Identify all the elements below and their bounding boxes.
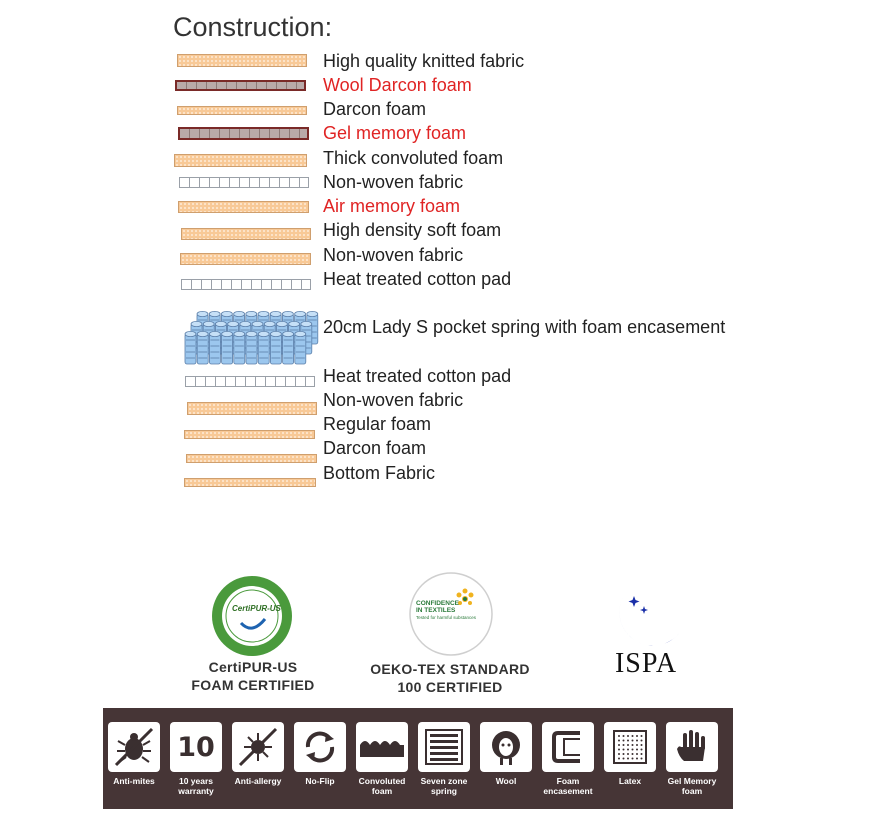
latex-dot [641, 758, 643, 760]
spring-top [289, 321, 300, 326]
spring-coil [258, 334, 269, 364]
layer-label: Bottom Fabric [323, 463, 436, 483]
spring-top [222, 331, 233, 336]
warranty-number: 10 [177, 731, 215, 763]
spring-coil [246, 334, 257, 364]
feature-label: Anti-mites [113, 776, 155, 786]
oeko-logo-line1: CONFIDENCE [416, 600, 459, 607]
feature-latex [603, 722, 657, 786]
layer-label: Gel memory foam [323, 123, 467, 143]
certipur-caption-line2: FOAM CERTIFIED [191, 677, 315, 693]
latex-dot [636, 749, 638, 751]
spring-top [197, 311, 208, 316]
latex-dot [641, 735, 643, 737]
spring-top [258, 311, 269, 316]
feature-label: Gel Memory foam [667, 776, 717, 796]
spring-label: 20cm Lady S pocket spring with foam encasement [323, 317, 726, 337]
layer-swatch [185, 376, 315, 387]
latex-dot [618, 749, 620, 751]
latex-dot [632, 753, 634, 755]
spring-top [209, 331, 220, 336]
layer-swatch [184, 478, 316, 487]
ten-years-icon [170, 722, 222, 772]
latex-dot [618, 744, 620, 746]
oeko-tex-caption-line2: 100 CERTIFIED [397, 679, 503, 695]
spring-coil [209, 334, 220, 364]
spring-top [282, 311, 293, 316]
spring-coil [185, 334, 196, 364]
spring-top [258, 331, 269, 336]
layer-swatch [180, 253, 311, 265]
feature-convoluted-foam [355, 722, 409, 796]
feature-label: Foam encasement [543, 776, 593, 796]
spring-top [246, 331, 257, 336]
latex-dot [641, 753, 643, 755]
certipur-caption-line1: CertiPUR-US [208, 659, 298, 675]
latex-dot [632, 758, 634, 760]
spring-coil [222, 334, 233, 364]
layer-label: Darcon foam [323, 438, 427, 458]
feature-gel-memory-foam [665, 722, 719, 796]
layer-label: High density soft foam [323, 220, 502, 240]
layer-swatch [178, 127, 309, 140]
layer-label: High quality knitted fabric [323, 51, 525, 71]
spring-top [276, 321, 287, 326]
latex-dot [618, 740, 620, 742]
layer-swatch [181, 279, 311, 290]
layer-label: Thick convoluted foam [323, 148, 504, 168]
layer-label: Wool Darcon foam [323, 75, 472, 95]
spring-top [203, 321, 214, 326]
oeko-logo-line2: IN TEXTILES [416, 607, 456, 614]
layer-swatch [177, 106, 307, 115]
ispa-certification [600, 582, 692, 682]
spring-top [252, 321, 263, 326]
latex-dot [627, 744, 629, 746]
convoluted-foam-icon [356, 722, 408, 772]
latex-dot [623, 758, 625, 760]
latex-dot [636, 744, 638, 746]
latex-dot [641, 749, 643, 751]
spring-coil [270, 334, 281, 364]
latex-dot [641, 740, 643, 742]
layer-swatch [184, 430, 315, 439]
spring-top [221, 311, 232, 316]
oeko-logo-line3: Tested for harmful substances [416, 615, 477, 620]
latex-dot [623, 735, 625, 737]
spring-coil [234, 334, 245, 364]
feature-label: Latex [618, 776, 642, 786]
spring-top [185, 331, 196, 336]
certipur-logo-text: CertiPUR-US [232, 604, 281, 613]
latex-dot [618, 758, 620, 760]
latex-dot [623, 749, 625, 751]
feature-warranty [169, 722, 223, 796]
latex-dot [627, 735, 629, 737]
spring-coil [295, 334, 306, 364]
feature-anti-mites [107, 722, 161, 786]
certipur-logo [211, 575, 293, 657]
gel-memory-hand-icon [666, 722, 718, 772]
oeko-tex-logo-text [416, 600, 486, 621]
feature-anti-allergy [231, 722, 285, 786]
spring-top [295, 331, 306, 336]
layer-swatch [174, 154, 307, 167]
latex-dot [641, 744, 643, 746]
spring-coil [283, 334, 294, 364]
spring-top [191, 321, 202, 326]
spring-top [295, 311, 306, 316]
spring-top [283, 331, 294, 336]
latex-dot [618, 735, 620, 737]
spring-top [301, 321, 312, 326]
feature-seven-zone-spring [417, 722, 471, 796]
spring-top [215, 321, 226, 326]
latex-dot [627, 740, 629, 742]
latex-dot [627, 758, 629, 760]
sheep-icon [480, 722, 532, 772]
layer-swatch [187, 402, 317, 415]
latex-dot [636, 740, 638, 742]
allergy-icon [232, 722, 284, 772]
layer-swatch [181, 228, 311, 240]
bug-icon [108, 722, 160, 772]
pocket-spring-illustration [183, 306, 319, 368]
latex-dot [623, 753, 625, 755]
latex-dot [627, 753, 629, 755]
feature-label: 10 years warranty [178, 776, 214, 796]
latex-dot [632, 735, 634, 737]
feature-label: Convoluted foam [358, 776, 406, 796]
certipur-certification [178, 575, 328, 695]
layer-label: Non-woven fabric [323, 390, 464, 410]
feature-label: Wool [495, 776, 517, 786]
spring-top [240, 321, 251, 326]
oeko-tex-caption-line1: OEKO-TEX STANDARD [370, 661, 530, 677]
latex-dot [632, 744, 634, 746]
no-flip-icon [294, 722, 346, 772]
layer-swatch [177, 54, 307, 67]
layer-label: Non-woven fabric [323, 245, 464, 265]
spring-top [228, 321, 239, 326]
feature-label: Anti-allergy [234, 776, 282, 786]
feature-label: Seven zone spring [420, 776, 468, 796]
feature-wool [479, 722, 533, 786]
latex-dot [636, 758, 638, 760]
latex-icon [604, 722, 656, 772]
latex-dot [632, 740, 634, 742]
construction-title: Construction: [173, 12, 333, 42]
feature-label: No-Flip [305, 776, 335, 786]
spring-coil [197, 334, 208, 364]
layer-label: Heat treated cotton pad [323, 269, 512, 289]
spring-top [270, 311, 281, 316]
latex-dot [636, 753, 638, 755]
spring-top [264, 321, 275, 326]
layer-label: Regular foam [323, 414, 432, 434]
spring-top [270, 331, 281, 336]
layer-label: Air memory foam [323, 196, 461, 216]
layer-label: Non-woven fabric [323, 172, 464, 192]
spring-top [234, 311, 245, 316]
layer-label: Heat treated cotton pad [323, 366, 512, 386]
spring-top [307, 311, 318, 316]
layer-label: Darcon foam [323, 99, 427, 119]
layer-swatch [179, 177, 309, 188]
spring-top [209, 311, 220, 316]
feature-strip [103, 708, 733, 809]
spring-top [234, 331, 245, 336]
layer-swatch [175, 80, 306, 91]
seven-zone-spring-icon [418, 722, 470, 772]
feature-foam-encasement [541, 722, 595, 796]
oeko-tex-certification [360, 571, 540, 696]
layer-swatch [178, 201, 309, 213]
moon-stars-icon [604, 582, 688, 652]
latex-dot [623, 744, 625, 746]
latex-dot [632, 749, 634, 751]
spring-top [197, 331, 208, 336]
latex-dot [623, 740, 625, 742]
latex-dot [636, 735, 638, 737]
spring-top [246, 311, 257, 316]
foam-encasement-icon [542, 722, 594, 772]
layer-swatch [186, 454, 317, 463]
ispa-logo-text: ISPA [614, 648, 678, 679]
latex-dot [627, 749, 629, 751]
feature-no-flip [293, 722, 347, 786]
latex-dot [618, 753, 620, 755]
